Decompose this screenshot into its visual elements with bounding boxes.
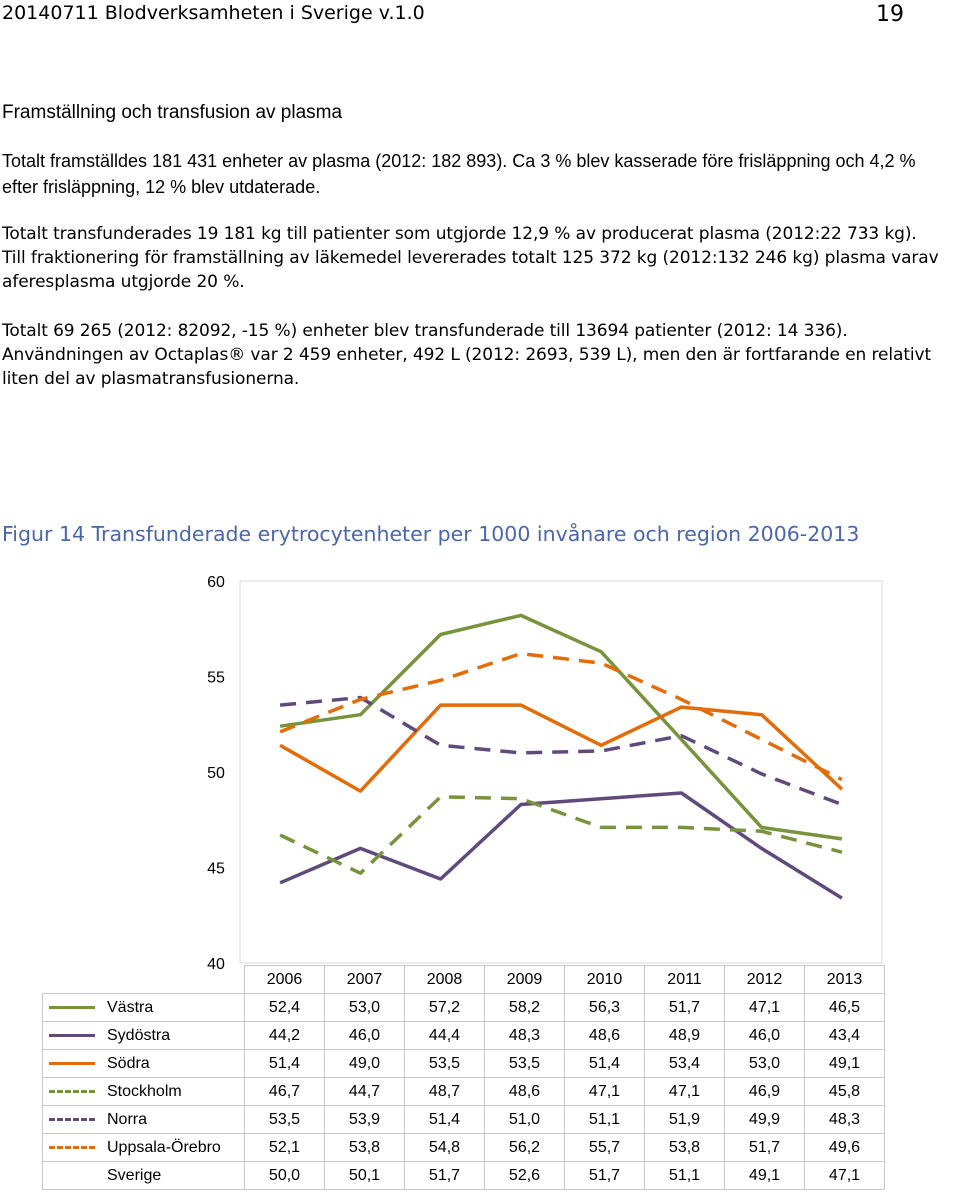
- data-label: 49,0: [325, 1050, 405, 1078]
- data-label: 51,4: [565, 1050, 645, 1078]
- series-name: Sydöstra: [107, 1026, 171, 1044]
- data-label: 50,1: [325, 1162, 405, 1190]
- data-label: 48,6: [485, 1078, 565, 1106]
- data-label: 51,9: [645, 1106, 725, 1134]
- figure-title: Figur 14 Transfunderade erytrocytenheter per 1000 invånare och region 2006-2013: [2, 522, 860, 546]
- table-row: [43, 1022, 885, 1050]
- plot-area: [240, 581, 882, 963]
- plot-frame: [240, 581, 882, 963]
- legend-entry: [43, 1162, 245, 1190]
- data-label: 44,2: [245, 1022, 325, 1050]
- data-label: 50,0: [245, 1162, 325, 1190]
- x-tick-label: 2009: [485, 966, 565, 994]
- data-label: 48,6: [565, 1022, 645, 1050]
- series-name: Sverige: [107, 1166, 162, 1184]
- data-label: 51,7: [725, 1134, 805, 1162]
- y-tick-label: 60: [207, 574, 225, 591]
- y-axis: [207, 574, 225, 970]
- data-label: 53,5: [245, 1106, 325, 1134]
- legend-entry: [43, 1078, 245, 1106]
- data-label: 49,1: [805, 1050, 885, 1078]
- data-label: 44,4: [405, 1022, 485, 1050]
- legend-key: [49, 1006, 95, 1009]
- paragraph-plasma-transfusion-kg: Totalt transfunderades 19 181 kg till patienter som utgjorde 12,9 % av producerat plasma (2012:22 733 kg). Till fraktionering för framställning av läkemedel levererades totalt 125 372 kg (2012:132 246 kg) plasma varav aferesplasma utgjorde 20 %.: [2, 224, 939, 292]
- series-line-stockholm: [280, 797, 842, 873]
- x-tick-label: 2012: [725, 966, 805, 994]
- table-row: [43, 1162, 885, 1190]
- data-label: 52,4: [245, 994, 325, 1022]
- data-label: 47,1: [645, 1078, 725, 1106]
- data-label: 52,6: [485, 1162, 565, 1190]
- section-title: Framställning och transfusion av plasma: [2, 102, 343, 123]
- data-label: 56,3: [565, 994, 645, 1022]
- chart-data-table: [42, 965, 885, 1190]
- x-tick-label: 2007: [325, 966, 405, 994]
- table-row: [43, 1078, 885, 1106]
- series-line-syd-stra: [280, 793, 842, 898]
- data-label: 52,1: [245, 1134, 325, 1162]
- data-label: 49,9: [725, 1106, 805, 1134]
- data-label: 58,2: [485, 994, 565, 1022]
- data-label: 53,0: [725, 1050, 805, 1078]
- data-label: 53,5: [485, 1050, 565, 1078]
- legend-key: [49, 1174, 95, 1177]
- series-line-uppsala-rebro: [280, 654, 842, 780]
- data-label: 51,4: [405, 1106, 485, 1134]
- table-header-row: [43, 966, 885, 994]
- data-label: 51,0: [485, 1106, 565, 1134]
- table-row: [43, 994, 885, 1022]
- legend-key: [49, 1062, 95, 1065]
- table-corner: [43, 966, 245, 994]
- data-label: 56,2: [485, 1134, 565, 1162]
- series-name: Västra: [107, 998, 154, 1016]
- legend-key: [49, 1034, 95, 1037]
- data-label: 55,7: [565, 1134, 645, 1162]
- data-label: 53,9: [325, 1106, 405, 1134]
- data-label: 51,7: [645, 994, 725, 1022]
- legend-entry: [43, 994, 245, 1022]
- y-tick-label: 50: [207, 765, 225, 782]
- data-label: 51,7: [565, 1162, 645, 1190]
- series-name: Södra: [107, 1054, 150, 1072]
- y-tick-label: 45: [207, 860, 225, 878]
- data-label: 48,3: [485, 1022, 565, 1050]
- series-line-s-dra: [280, 705, 842, 791]
- data-label: 47,1: [725, 994, 805, 1022]
- data-label: 53,5: [405, 1050, 485, 1078]
- data-label: 54,8: [405, 1134, 485, 1162]
- table-row: [43, 1050, 885, 1078]
- data-label: 51,1: [645, 1162, 725, 1190]
- series-name: Uppsala-Örebro: [107, 1138, 221, 1156]
- x-tick-label: 2008: [405, 966, 485, 994]
- x-tick-label: 2013: [805, 966, 885, 994]
- data-label: 46,9: [725, 1078, 805, 1106]
- legend-key: [49, 1146, 95, 1149]
- data-label: 46,0: [725, 1022, 805, 1050]
- paragraph-plasma-production: Totalt framställdes 181 431 enheter av plasma (2012: 182 893). Ca 3 % blev kasserade före frisläppning och 4,2 % efter frisläppning, 12 % blev utdaterade.: [2, 151, 916, 197]
- data-label: 51,1: [565, 1106, 645, 1134]
- data-label: 49,1: [725, 1162, 805, 1190]
- series-name: Norra: [107, 1110, 148, 1128]
- data-label: 46,5: [805, 994, 885, 1022]
- legend-entry: [43, 1050, 245, 1078]
- legend-entry: [43, 1106, 245, 1134]
- legend-entry: [43, 1022, 245, 1050]
- legend-key: [49, 1118, 95, 1121]
- data-label: 53,0: [325, 994, 405, 1022]
- table-row: [43, 1134, 885, 1162]
- x-tick-label: 2010: [565, 966, 645, 994]
- page-header-title: 20140711 Blodverksamheten i Sverige v.1.0: [2, 2, 425, 24]
- data-label: 49,6: [805, 1134, 885, 1162]
- x-tick-label: 2006: [245, 966, 325, 994]
- data-label: 51,4: [245, 1050, 325, 1078]
- series-name: Stockholm: [107, 1082, 182, 1100]
- legend-entry: [43, 1134, 245, 1162]
- data-label: 48,3: [805, 1106, 885, 1134]
- data-label: 45,8: [805, 1078, 885, 1106]
- line-chart: [0, 560, 960, 970]
- data-label: 48,7: [405, 1078, 485, 1106]
- data-label: 46,0: [325, 1022, 405, 1050]
- data-label: 53,8: [645, 1134, 725, 1162]
- data-label: 48,9: [645, 1022, 725, 1050]
- data-label: 44,7: [325, 1078, 405, 1106]
- page-number: 19: [876, 2, 904, 27]
- y-tick-label: 40: [207, 956, 225, 970]
- data-label: 51,7: [405, 1162, 485, 1190]
- data-label: 53,4: [645, 1050, 725, 1078]
- data-label: 47,1: [805, 1162, 885, 1190]
- legend-key: [49, 1090, 95, 1093]
- data-label: 43,4: [805, 1022, 885, 1050]
- paragraph-plasma-units: Totalt 69 265 (2012: 82092, -15 %) enheter blev transfunderade till 13694 patienter (2012: 14 336). Användningen av Octaplas® var 2 459 enheter, 492 L (2012: 2693, 539 L), men den är fortfarande en relativt liten del av plasmatransfusionerna.: [2, 321, 932, 389]
- data-label: 47,1: [565, 1078, 645, 1106]
- y-tick-label: 55: [207, 669, 225, 687]
- data-label: 57,2: [405, 994, 485, 1022]
- data-label: 46,7: [245, 1078, 325, 1106]
- data-label: 53,8: [325, 1134, 405, 1162]
- table-row: [43, 1106, 885, 1134]
- x-tick-label: 2011: [645, 966, 725, 994]
